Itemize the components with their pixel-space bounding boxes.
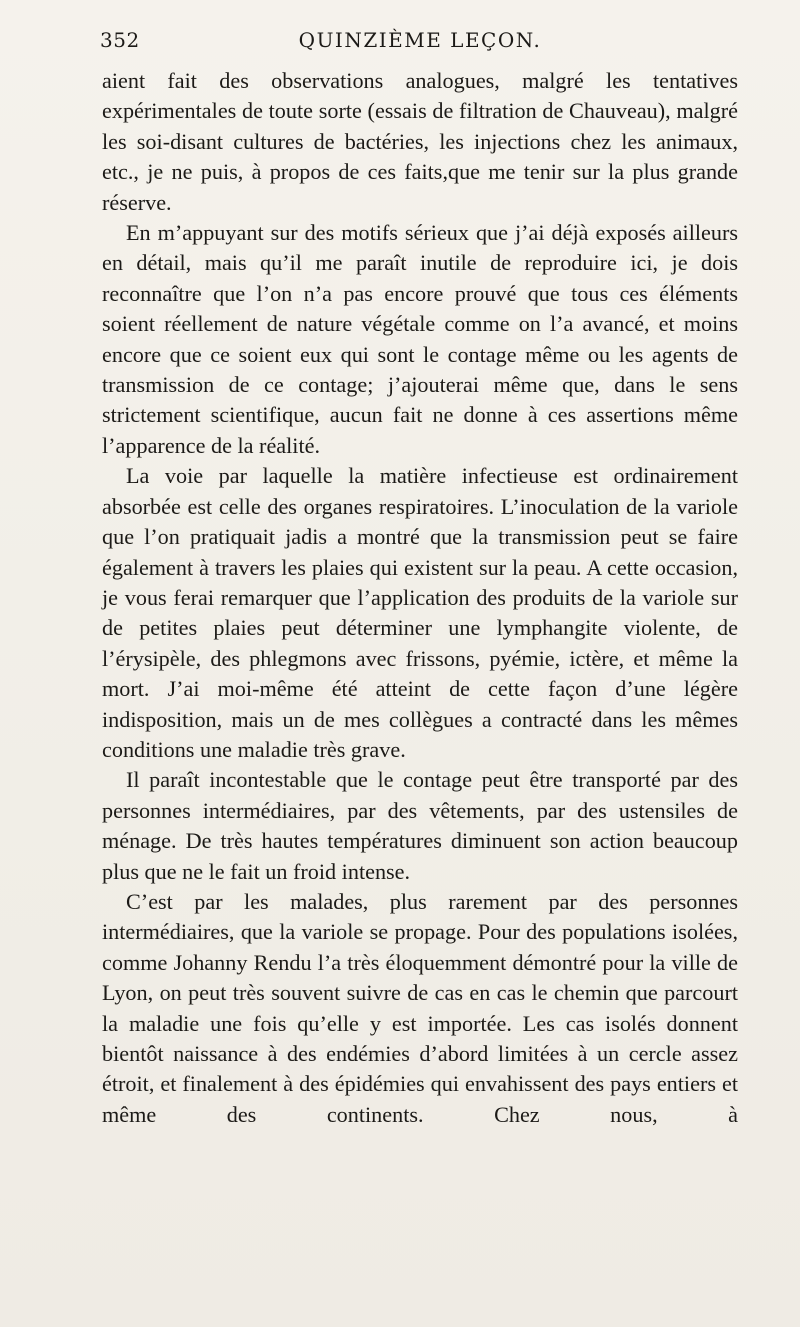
paragraph-continuation: aient fait des observations analogues, malgré les tentatives expérimentales de toute sorte (essais de filtration de Chauveau), malgré les soi-disant cultures de bactéries, les injections chez les animaux, etc., je ne puis, à propos de ces faits,que me tenir sur la plus grande réserve. <box>102 68 738 215</box>
page-number: 352 <box>100 28 140 52</box>
paragraph-transmission-route: La voie par laquelle la matière infectieuse est ordinairement absorbée est celle des organes respiratoires. L’inoculation de la variole que l’on pratiquait jadis a montré que la transmission peut se faire également à travers les plaies qui existent sur la peau. A cette occasion, je vous ferai remarquer que l’application des produits de la variole sur de petites plaies peut déterminer une lymphangite violente, de l’érysipèle, des phlegmons avec frissons, pyémie, ictère, et même la mort. J’ai moi-même été atteint de cette façon d’une légère indisposition, mais un de mes collègues a contracté dans les mêmes conditions une maladie très grave. <box>102 463 738 762</box>
page-header <box>100 28 740 58</box>
body-text <box>102 66 738 1130</box>
running-title: QUINZIÈME LEÇON. <box>298 28 542 52</box>
paragraph-contagion-elements: En m’appuyant sur des motifs sérieux que j’ai déjà exposés ailleurs en détail, mais qu’il me paraît inutile de reproduire ici, je dois reconnaître que l’on n’a pas encore prouvé que tous ces éléments soient réellement de nature végétale comme on l’a avancé, et moins encore que ce soient eux qui sont le contage même ou les agents de transmission de ce contage; j’ajouterai même que, dans le sens strictement scientifique, aucun fait ne donne à ces assertions même l’apparence de la réalité. <box>102 220 738 458</box>
paragraph-propagation: C’est par les malades, plus rarement par des personnes intermédiaires, que la variole se propage. Pour des populations isolées, comme Johanny Rendu l’a très éloquemment démontré pour la ville de Lyon, on peut très souvent suivre de cas en cas le chemin que parcourt la maladie une fois qu’elle y est importée. Les cas isolés donnent bientôt naissance à des endémies d’abord limitées à un cercle assez étroit, et finalement à des épidémies qui envahissent des pays entiers et même des continents. Chez nous, à <box>102 888 738 1127</box>
paragraph-intermediary-transport: Il paraît incontestable que le contage peut être transporté par des personnes intermédiaires, par des vêtements, par des ustensiles de ménage. De très hautes températures diminuent son action beaucoup plus que ne le fait un froid intense. <box>102 767 738 884</box>
